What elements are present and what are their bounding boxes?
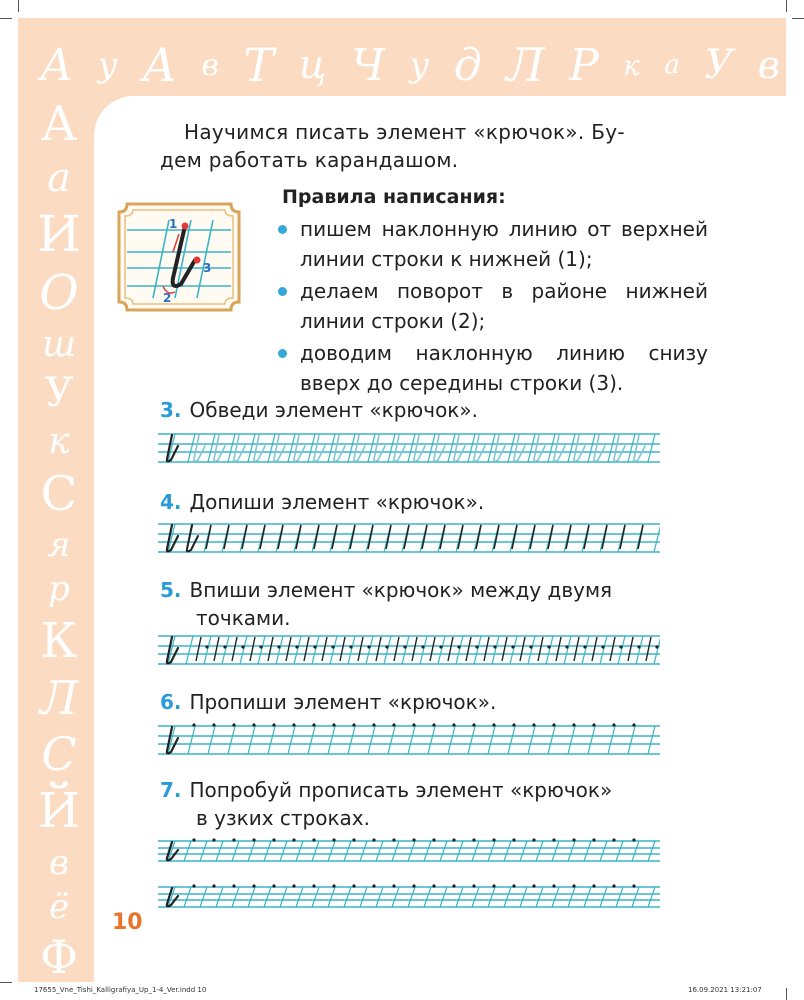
border-letter: ё — [48, 886, 70, 927]
task-number: 4. — [160, 490, 182, 514]
task-7 — [160, 776, 612, 832]
border-letter: у — [97, 45, 118, 85]
crop-mark — [786, 0, 787, 12]
border-letter: У — [44, 370, 74, 417]
task-number: 6. — [160, 690, 182, 714]
rules-title: Правила написания: — [282, 186, 506, 208]
writing-line-7a[interactable] — [158, 838, 660, 864]
intro-line: Научимся писать элемент «крючок». Бу- — [184, 120, 625, 144]
border-letter: а — [664, 50, 680, 80]
border-letter: Л — [39, 670, 79, 725]
border-letter: Л — [506, 38, 545, 92]
hook-example-diagram — [113, 198, 245, 316]
crop-mark — [792, 18, 804, 19]
start-point-icon — [182, 223, 189, 230]
diagram-label: 1 — [169, 217, 178, 231]
rule-item: пишем наклонную линию от верхней линии строки к нижней (1); — [278, 214, 708, 274]
border-letter: ц — [298, 42, 327, 88]
writing-line-6[interactable] — [158, 722, 660, 758]
bullet-icon — [278, 349, 287, 358]
border-letter: к — [623, 48, 640, 82]
intro-line: дем работать карандашом. — [160, 148, 459, 172]
border-letter: А — [40, 39, 74, 91]
border-letter: д — [453, 39, 482, 91]
border-letter: в — [49, 842, 69, 883]
rule-item: делаем поворот в районе нижней линии строки (2); — [278, 276, 708, 336]
rule-item: доводим наклонную линию снизу вверх до середины строки (3). — [278, 338, 708, 398]
task-4 — [160, 488, 484, 516]
diagram-label: 3 — [203, 261, 212, 275]
border-letter: У — [704, 42, 734, 88]
task-text: Допиши элемент «крючок». — [189, 490, 485, 514]
border-letter: ш — [41, 324, 77, 365]
crop-mark — [786, 988, 787, 1000]
footer-file: 17655_Vne_Tishi_Kalligrafiya_Up_1-4_Ver.indd 10 — [34, 986, 207, 994]
footer-date: 16.09.2021 13:21:07 — [688, 986, 762, 994]
page-number: 10 — [112, 910, 143, 935]
border-letter: О — [39, 264, 79, 321]
border-letter: я — [47, 525, 71, 565]
border-letter: А — [142, 38, 177, 92]
task-text: Обведи элемент «крючок». — [189, 398, 478, 422]
task-5 — [160, 576, 612, 632]
task-number: 3. — [160, 398, 182, 422]
border-letter: С — [40, 465, 78, 522]
task-text: точками. — [196, 606, 291, 630]
border-letter: Р — [569, 39, 599, 91]
intro-text — [160, 118, 670, 174]
border-letter: Т — [243, 38, 275, 92]
end-point-icon — [194, 257, 201, 264]
task-text: Пропиши элемент «крючок». — [189, 690, 497, 714]
border-letter: К — [40, 612, 78, 669]
task-number: 5. — [160, 578, 182, 602]
border-letter: Ф — [39, 930, 79, 984]
writing-line-4[interactable] — [158, 520, 660, 556]
bullet-icon — [278, 287, 287, 296]
task-text: в узких строках. — [196, 806, 370, 830]
crop-mark — [0, 18, 12, 19]
task-3 — [160, 396, 478, 424]
task-number: 7. — [160, 778, 182, 802]
task-6 — [160, 688, 496, 716]
border-letter: в — [201, 47, 219, 83]
border-letter: р — [48, 569, 70, 610]
writing-line-3[interactable] — [158, 430, 660, 466]
border-letters-top — [40, 30, 780, 100]
border-letter: Й — [38, 783, 80, 840]
border-letter: И — [37, 204, 81, 263]
border-letter: а — [47, 155, 71, 202]
border-letter: Ч — [350, 39, 385, 91]
border-letter: у — [409, 45, 430, 85]
border-letter: к — [48, 420, 70, 462]
border-letter: С — [41, 727, 77, 781]
task-text: Попробуй прописать элемент «крючок» — [189, 778, 613, 802]
crop-mark — [18, 0, 19, 12]
rules-list — [278, 214, 708, 400]
bullet-icon — [278, 225, 287, 234]
diagram-label: 2 — [163, 291, 172, 305]
writing-line-7b[interactable] — [158, 884, 660, 910]
writing-line-5[interactable] — [158, 632, 660, 668]
crop-mark — [0, 982, 12, 983]
border-letter: А — [40, 96, 78, 152]
border-letters-left — [26, 96, 92, 984]
border-letter: в — [757, 43, 780, 87]
task-text: Впиши элемент «крючок» между двумя — [189, 578, 613, 602]
